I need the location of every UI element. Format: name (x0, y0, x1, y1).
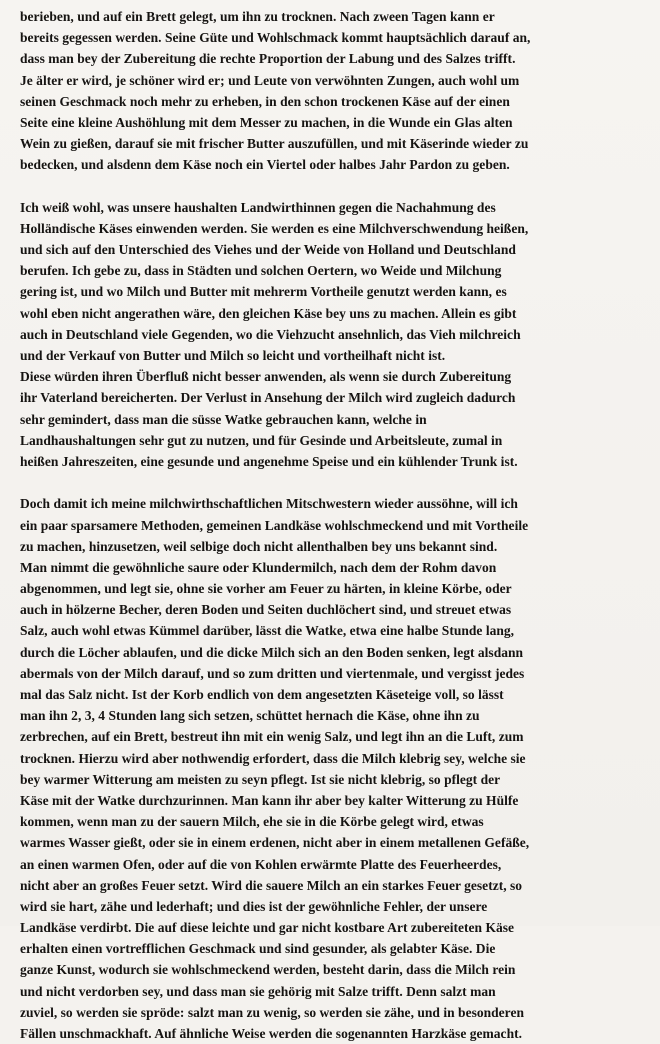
text-line: warmes Wasser gießt, oder sie in einem erdenen, nicht aber in einem metallenen Gefäße, (20, 835, 530, 851)
text-line: Wein zu gießen, darauf sie mit frischer Butter auszufüllen, und mit Käserinde wieder zu (20, 136, 529, 152)
text-line: nicht aber an großes Feuer setzt. Wird die sauere Milch an ein starkes Feuer gesetzt, so (20, 877, 523, 893)
text-line: Doch damit ich meine milchwirthschaftlichen Mitschwestern wieder aussöhne, will ich (20, 496, 518, 512)
text-line: bey warmer Witterung am meisten zu seyn pflegt. Ist sie nicht klebrig, so pflegt der (20, 771, 501, 787)
paragraph-3 (20, 493, 650, 1044)
text-line: dass man bey der Zubereitung die rechte Proportion der Labung und des Salzes trifft. (20, 51, 516, 67)
text-line: seinen Geschmack noch mehr zu erheben, in den schon trockenen Käse auf der einen (20, 93, 510, 109)
text-line: berufen. Ich gebe zu, dass in Städten und solchen Oertern, wo Weide und Milchung (20, 263, 502, 279)
text-line: Landhaushaltungen sehr gut zu nutzen, und für Gesinde und Arbeitsleute, zumal in (20, 432, 503, 448)
text-line: und nicht verdorben sey, und dass man sie gehörig mit Salze trifft. Denn salzt man (20, 983, 496, 999)
text-line: zuviel, so werden sie spröde: salzt man zu wenig, so werden sie zähe, und in besonderen (20, 1004, 524, 1020)
text-line: auch in hölzerne Becher, deren Boden und Seiten duchlöchert sind, und streuet etwas (20, 602, 512, 618)
text-line: durch die Löcher ablaufen, und die dicke Milch sich an den Boden senken, legt alsdann (20, 644, 524, 660)
paragraph-1 (20, 6, 650, 176)
text-line: ein paar sparsamere Methoden, gemeinen Landkäse wohlschmeckend und mit Vortheile (20, 517, 529, 533)
text-line: erhalten einen vortrefflichen Geschmack und sind gesunder, als gelabter Käse. Die (20, 941, 496, 957)
text-line: bereits gegessen werden. Seine Güte und Wohlschmack kommt hauptsächlich darauf an, (20, 30, 531, 46)
text-line: Ich weiß wohl, was unsere haushalten Landwirthinnen gegen die Nachahmung des (20, 199, 496, 215)
text-line: abermals von der Milch darauf, und so zum dritten und viertenmale, und vergisst jedes (20, 665, 525, 681)
text-line: berieben, und auf ein Brett gelegt, um ihn zu trocknen. Nach zween Tagen kann er (20, 9, 495, 24)
paragraph-gap (20, 472, 650, 493)
text-line: ganze Kunst, wodurch sie wohlschmeckend werden, besteht darin, dass die Milch rein (20, 962, 516, 978)
text-line: heißen Jahreszeiten, eine gesunde und angenehme Speise und ein kühlender Trunk ist. (20, 453, 518, 469)
document-body (20, 6, 650, 1044)
text-line: wohl eben nicht angerathen wäre, den gleichen Käse bey uns zu machen. Allein es gibt (20, 305, 517, 321)
text-line: Holländische Käses einwenden werden. Sie werden es eine Milchverschwendung heißen, (20, 220, 529, 236)
text-line: auch in Deutschland viele Gegenden, wo die Viehzucht ansehnlich, das Vieh milchreich (20, 326, 521, 342)
text-line: Je älter er wird, je schöner wird er; und Leute von verwöhnten Zungen, auch wohl um (20, 72, 520, 88)
text-line: Diese würden ihren Überfluß nicht besser anwenden, als wenn sie durch Zubereitung (20, 369, 512, 385)
text-line: und sich auf den Unterschied des Viehes und der Weide von Holland und Deutschland (20, 242, 516, 258)
text-line: Käse mit der Watke durchzurinnen. Man kann ihr aber bey kalter Witterung zu Hülfe (20, 792, 519, 808)
text-line: gering ist, und wo Milch und Butter mit mehrerm Vortheile genutzt werden kann, es (20, 284, 507, 300)
text-line: ihr Vaterland bereicherten. Der Verlust in Ansehung der Milch wird zugleich dadurch (20, 390, 516, 406)
text-line: zerbrechen, auf ein Brett, bestreut ihn mit ein wenig Salz, und legt ihn an die Luft, zum (20, 729, 524, 745)
text-line: man ihn 2, 3, 4 Stunden lang sich setzen, schüttet hernach die Käse, ohne ihn zu (20, 708, 480, 724)
text-line: Man nimmt die gewöhnliche saure oder Klundermilch, nach dem der Rohm davon (20, 559, 497, 575)
paragraph-2 (20, 197, 650, 472)
text-line: abgenommen, und legt sie, ohne sie vorher am Feuer zu härten, in kleine Körbe, oder (20, 581, 512, 597)
text-line: und der Verkauf von Butter und Milch so leicht und vortheilhaft nicht ist. (20, 348, 446, 363)
text-line: mal das Salz nicht. Ist der Korb endlich von dem angesetzten Käseteige voll, so lässt (20, 687, 504, 702)
text-line: bedecken, und alsdenn dem Käse noch ein Viertel oder halbes Jahr Pardon zu geben. (20, 157, 510, 173)
text-line: zu machen, hinzusetzen, weil selbige doch nicht allenthalben bey uns bekannt sind. (20, 538, 498, 554)
text-line: Seite eine kleine Aushöhlung mit dem Messer zu machen, in die Wunde ein Glas alten (20, 114, 513, 130)
text-line: wird sie hart, zähe und lederhaft; und dies ist der gewöhnliche Fehler, der unsere (20, 898, 488, 914)
text-line: Salz, auch wohl etwas Kümmel darüber, lässt die Watke, etwa eine halbe Stunde lang, (20, 623, 515, 639)
text-line: trocknen. Hierzu wird aber nothwendig erfordert, dass die Milch klebrig sey, welche sie (20, 750, 526, 766)
text-line: Fällen unschmackhaft. Auf ähnliche Weise werden die sogenannten Harzkäse gemacht. (20, 1026, 523, 1041)
text-line: kommen, wenn man zu der sauern Milch, ehe sie in die Körbe gelegt wird, etwas (20, 814, 484, 830)
text-line: an einen warmen Ofen, oder auf die von Kohlen erwärmte Platte des Feuerheerdes, (20, 856, 502, 872)
text-line: Landkäse verdirbt. Die auf diese leichte und gar nicht kostbare Art zubereiteten Käse (20, 920, 515, 936)
text-line: sehr gemindert, dass man die süsse Watke gebrauchen kann, welche in (20, 411, 427, 427)
paragraph-gap (20, 176, 650, 197)
